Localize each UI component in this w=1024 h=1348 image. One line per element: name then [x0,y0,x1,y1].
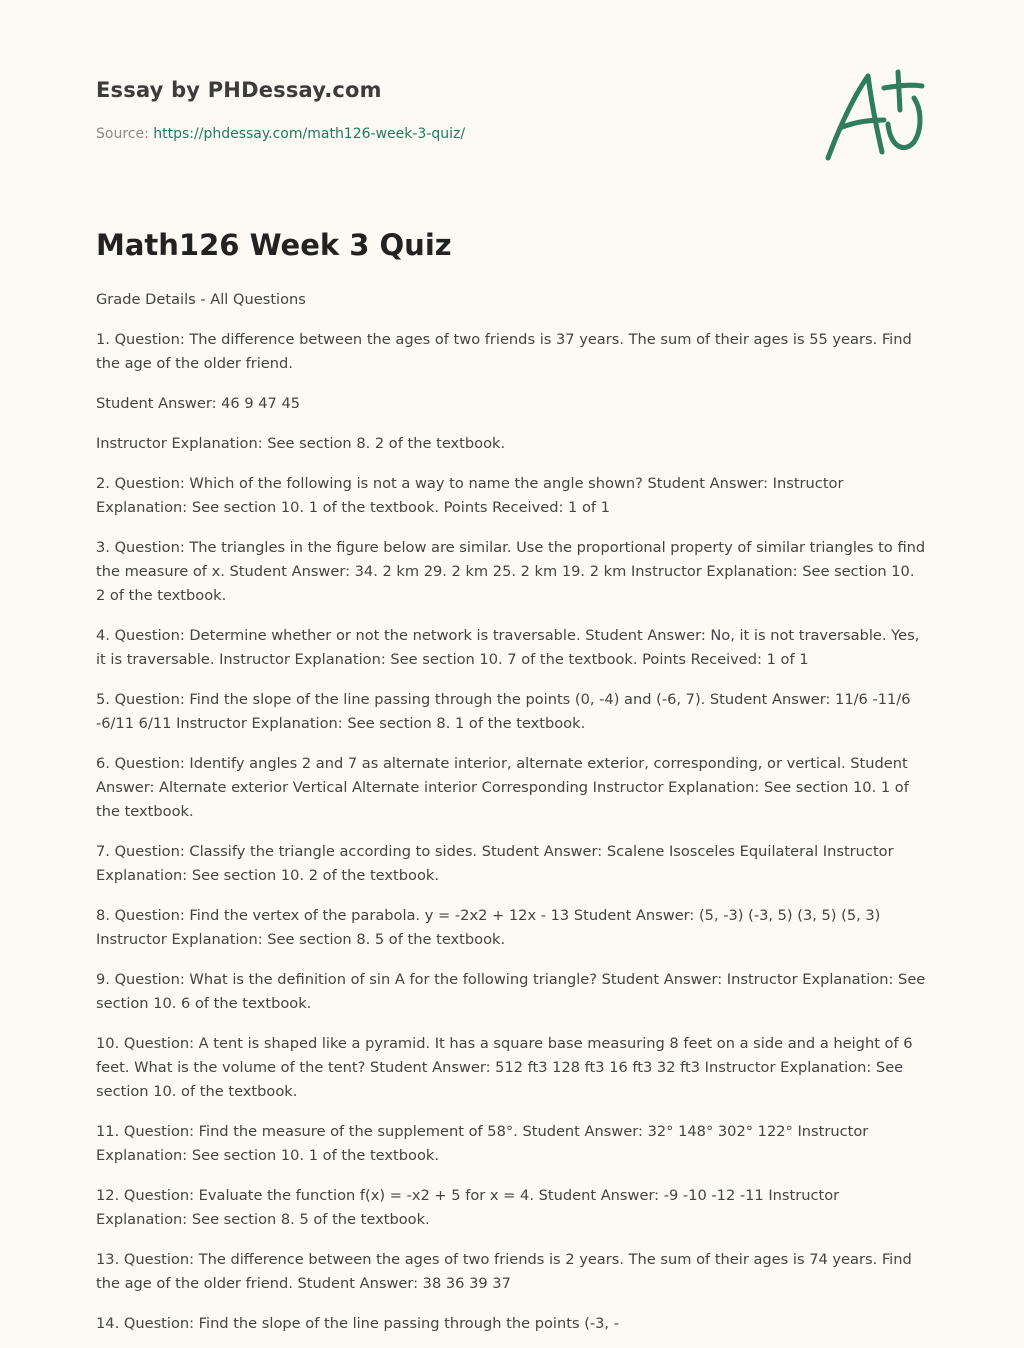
paragraph: 12. Question: Evaluate the function f(x) = -x2 + 5 for x = 4. Student Answer: -9 -10 -12 -11 Instructor Explanation: See section 8. 5 of the textbook. [96,1187,840,1228]
paragraph: 11. Question: Find the measure of the supplement of 58°. Student Answer: 32° 148° 302° 122° Instructor Explanation: See section 10. 1 of the textbook. [96,1123,869,1164]
paragraph: 5. Question: Find the slope of the line passing through the points (0, -4) and (-6, 7). Student Answer: 11/6 -11/6 -6/11 6/11 Instructor Explanation: See section 8. 1 of the textbook. [96,691,911,732]
paragraph: 13. Question: The difference between the ages of two friends is 2 years. The sum of their ages is 74 years. Find the age of the older friend. Student Answer: 38 36 39 37 [96,1251,912,1292]
paragraph: 3. Question: The triangles in the figure below are similar. Use the proportional property of similar triangles to find the measure of x. Student Answer: 34. 2 km 29. 2 km 25. 2 km 19. 2 km Instructor Explanation: See section 10. 2 of the textbook. [96,539,926,604]
site-title: Essay by PHDessay.com [96,78,382,102]
source-label: Source: [96,126,154,142]
paragraph: 8. Question: Find the vertex of the parabola. y = -2x2 + 12x - 13 Student Answer: (5, -3) (-3, 5) (3, 5) (5, 3) Instructor Explanation: See section 8. 5 of the textbook. [96,907,881,948]
paragraph: 6. Question: Identify angles 2 and 7 as alternate interior, alternate exterior, corresponding, or vertical. Student Answer: Alternate exterior Vertical Alternate interior Corresponding Instructor Explanation: See section 10. 1 of the textbook. [96,755,909,820]
paragraph: 2. Question: Which of the following is not a way to name the angle shown? Student Answer: Instructor Explanation: See section 10. 1 of the textbook. Points Received: 1 of 1 [96,475,844,516]
paragraph: 4. Question: Determine whether or not the network is traversable. Student Answer: No, it is not traversable. Yes, it is traversable. Instructor Explanation: See section 10. 7 of the textbook. Points Received: 1 of 1 [96,627,920,668]
paragraph: 10. Question: A tent is shaped like a pyramid. It has a square base measuring 8 feet on a side and a height of 6 feet. What is the volume of the tent? Student Answer: 512 ft3 128 ft3 16 ft3 32 ft3 Instructor Explanation: See section 10. of the textbook. [96,1035,913,1100]
document-body [96,226,926,1336]
a-plus-logo-icon [818,66,930,166]
page-header [96,76,796,144]
paragraph: Student Answer: 46 9 47 45 [96,395,301,412]
source-line [96,124,796,144]
paragraph: 9. Question: What is the definition of sin A for the following triangle? Student Answer: Instructor Explanation: See section 10. 6 of the textbook. [96,971,926,1012]
document-subtitle: Grade Details - All Questions [96,291,306,308]
page-title: Math126 Week 3 Quiz [96,228,452,262]
paragraph: 7. Question: Classify the triangle according to sides. Student Answer: Scalene Isosceles Equilateral Instructor Explanation: See section 10. 2 of the textbook. [96,843,894,884]
paragraph: 1. Question: The difference between the ages of two friends is 37 years. The sum of their ages is 55 years. Find the age of the older friend. [96,331,912,372]
source-link[interactable]: https://phdessay.com/math126-week-3-quiz/ [153,126,466,142]
paragraph: Instructor Explanation: See section 8. 2 of the textbook. [96,435,506,452]
paragraph: 14. Question: Find the slope of the line passing through the points (-3, - [96,1315,619,1332]
